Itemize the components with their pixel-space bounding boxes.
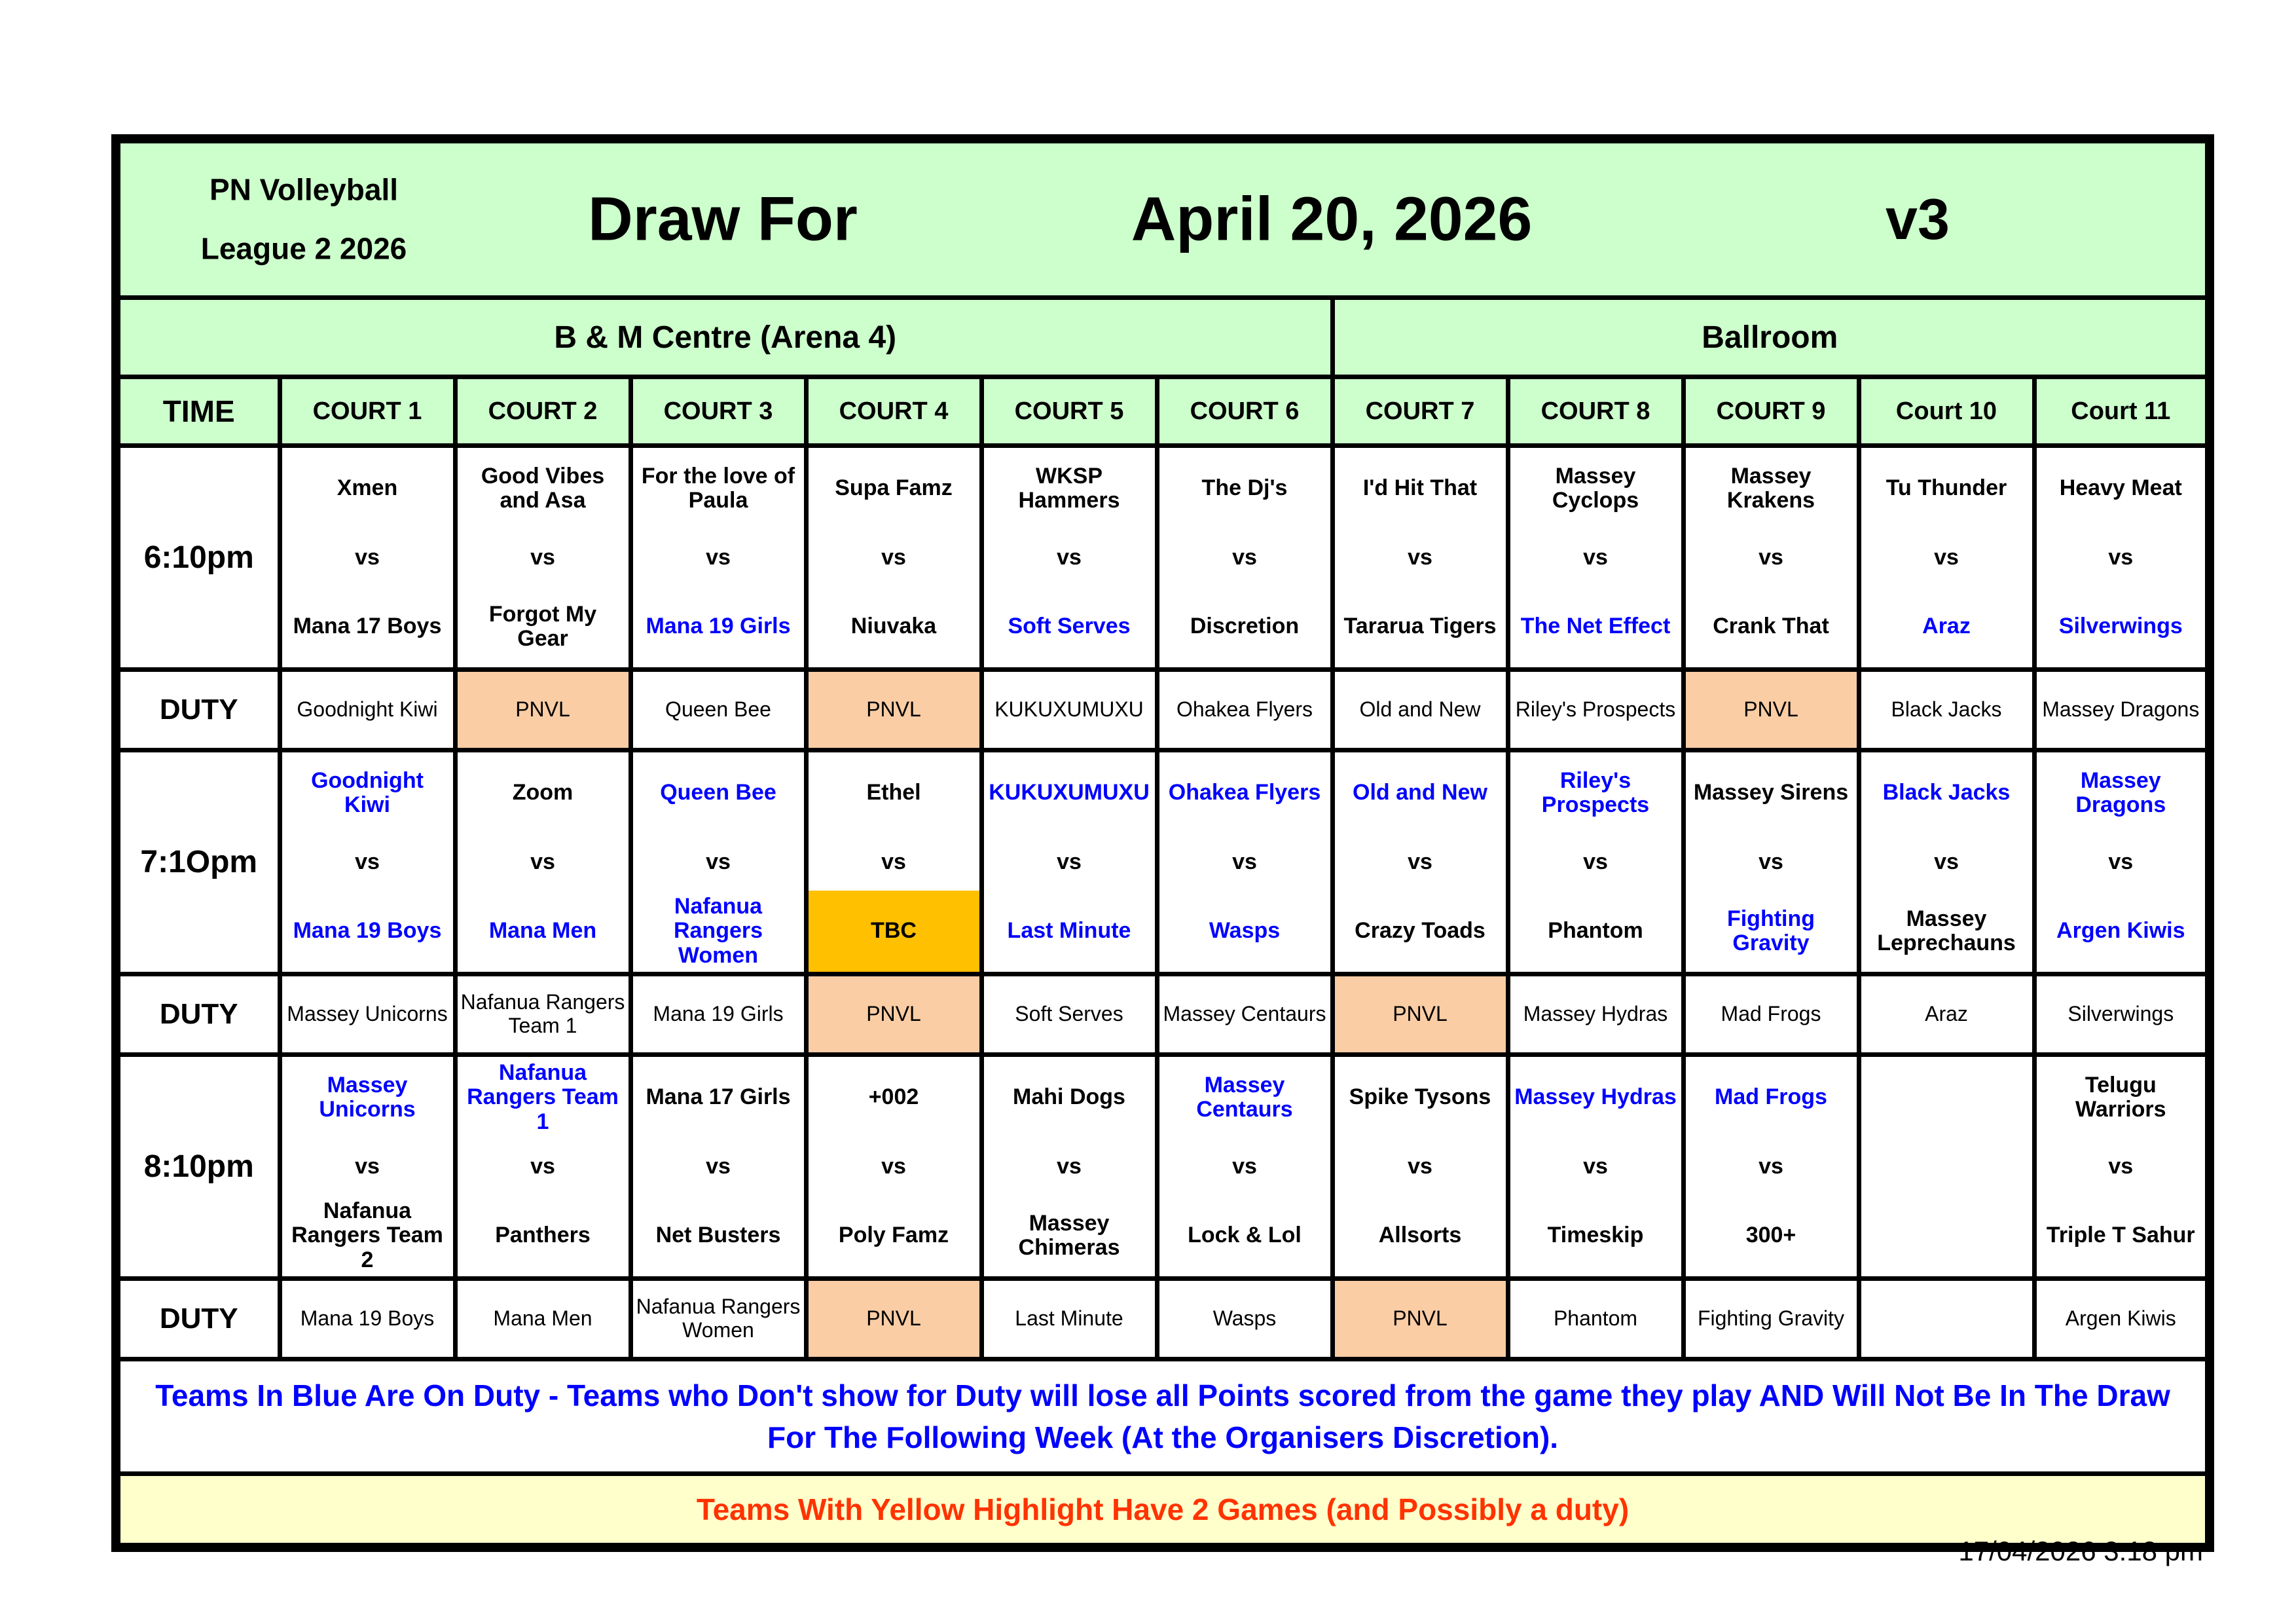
duty-cell-court-6	[1157, 670, 1332, 750]
league-line1: PN Volleyball	[209, 172, 399, 207]
game-cell-court-9	[1683, 446, 1859, 670]
draw-table	[111, 134, 2214, 1552]
duty-rules-note: Teams In Blue Are On Duty - Teams who Don't show for Duty will lose all Points scored from the game they play AND Will Not Be In The Draw For The Following Week (At the Organisers Discretion).	[116, 1359, 2210, 1474]
game-cell-court-11	[2034, 750, 2210, 974]
duty-cell-court-3	[630, 1279, 806, 1359]
team-name-bottom: Niuvaka	[850, 614, 937, 639]
vs-label: vs	[881, 1154, 906, 1179]
team-name-top: Xmen	[337, 475, 398, 501]
team-name-top: Good Vibes and Asa	[481, 463, 605, 513]
team-name-bottom: Net Busters	[655, 1223, 781, 1248]
game-cell-court-5	[981, 750, 1157, 974]
duty-cell-court-4	[806, 670, 981, 750]
team-name-bottom: Wasps	[1209, 918, 1281, 944]
duty-cell-court-5	[981, 1279, 1157, 1359]
col-header-time: TIME	[116, 377, 280, 446]
yellow-highlight-note: Teams With Yellow Highlight Have 2 Games (and Possibly a duty)	[116, 1474, 2210, 1548]
team-name-top: Mana 17 Girls	[646, 1084, 791, 1110]
vs-label: vs	[1232, 849, 1257, 874]
duty-row-610pm	[116, 670, 2210, 750]
game-cell-court-10	[1859, 446, 2034, 670]
team-name-bottom: Allsorts	[1378, 1223, 1462, 1248]
league-line2: League 2 2026	[200, 231, 407, 265]
duty-team: Mana Men	[493, 1306, 592, 1331]
team-name-top: Queen Bee	[660, 780, 776, 805]
team-name-bottom: Mana 19 Girls	[646, 614, 791, 639]
vs-label: vs	[1232, 545, 1257, 570]
game-cell-court-7	[1332, 750, 1508, 974]
team-name-bottom: Poly Famz	[838, 1223, 949, 1248]
team-name-top: Massey Hydras	[1514, 1084, 1677, 1110]
vs-label: vs	[2108, 849, 2134, 874]
team-name-top: Massey Dragons	[2075, 767, 2166, 817]
vs-label: vs	[1583, 849, 1608, 874]
team-name-top: Spike Tysons	[1349, 1084, 1491, 1110]
col-header-court-6: COURT 6	[1157, 377, 1332, 446]
game-cell-court-11	[2034, 446, 2210, 670]
team-name-top: I'd Hit That	[1362, 475, 1478, 501]
duty-team: Queen Bee	[665, 697, 771, 722]
vs-label: vs	[706, 849, 731, 874]
team-name-top: Massey Krakens	[1726, 463, 1815, 513]
duty-cell-court-7	[1332, 670, 1508, 750]
duty-team: Nafanua Rangers Women	[636, 1295, 801, 1342]
game-cell-court-2	[455, 446, 630, 670]
duty-cell-court-1	[280, 670, 455, 750]
duty-cell-court-10	[1859, 1279, 2034, 1359]
time-cell-710pm: 7:1Opm	[116, 750, 280, 974]
duty-team: PNVL	[1743, 697, 1798, 722]
vs-label: vs	[355, 1154, 380, 1179]
team-name-bottom: Discretion	[1190, 614, 1300, 639]
game-cell-court-10	[1859, 1055, 2034, 1279]
game-cell-court-5	[981, 1055, 1157, 1279]
game-cell-court-7	[1332, 446, 1508, 670]
vs-label: vs	[1583, 545, 1608, 570]
time-cell-610pm: 6:10pm	[116, 446, 280, 670]
duty-team: Mad Frogs	[1721, 1002, 1821, 1026]
team-name-top: Goodnight Kiwi	[311, 767, 424, 817]
duty-cell-court-8	[1508, 1279, 1683, 1359]
team-name-top: Mad Frogs	[1715, 1084, 1827, 1110]
team-name-top: Nafanua Rangers Team 1	[467, 1060, 619, 1134]
duty-cell-court-2	[455, 670, 630, 750]
vs-label: vs	[530, 1154, 555, 1179]
game-cell-court-2	[455, 1055, 630, 1279]
col-header-court-2: COURT 2	[455, 377, 630, 446]
team-name-top: Massey Centaurs	[1196, 1072, 1293, 1122]
team-name-top: Ohakea Flyers	[1168, 780, 1321, 805]
vs-label: vs	[1934, 849, 1959, 874]
team-name-top: Massey Sirens	[1693, 780, 1849, 805]
team-name-bottom: Nafanua Rangers Team 2	[291, 1198, 443, 1272]
duty-team: Mana 19 Boys	[300, 1306, 435, 1331]
game-cell-court-4	[806, 1055, 981, 1279]
col-header-court-3: COURT 3	[630, 377, 806, 446]
team-name-bottom: Panthers	[495, 1223, 591, 1248]
duty-team: Fighting Gravity	[1697, 1306, 1845, 1331]
team-name-top: For the love of Paula	[641, 463, 795, 513]
duty-team: Ohakea Flyers	[1176, 697, 1313, 722]
team-name-top: Riley's Prospects	[1541, 767, 1650, 817]
team-name-bottom: Silverwings	[2058, 614, 2183, 639]
duty-team: PNVL	[866, 1306, 921, 1331]
game-cell-court-1	[280, 750, 455, 974]
game-cell-court-8	[1508, 750, 1683, 974]
team-name-top: Black Jacks	[1882, 780, 2011, 805]
col-header-court-1: COURT 1	[280, 377, 455, 446]
game-cell-court-1	[280, 1055, 455, 1279]
team-name-top: Massey Unicorns	[319, 1072, 416, 1122]
game-cell-court-3	[630, 1055, 806, 1279]
game-row-810pm	[116, 1055, 2210, 1279]
vs-label: vs	[881, 849, 906, 874]
vs-label: vs	[1408, 849, 1432, 874]
duty-team: Goodnight Kiwi	[297, 697, 438, 722]
team-name-top: Tu Thunder	[1886, 475, 2007, 501]
team-name-bottom: Crazy Toads	[1355, 918, 1485, 944]
vs-label: vs	[1057, 849, 1082, 874]
team-name-bottom: Massey Leprechauns	[1877, 906, 2016, 956]
game-cell-court-2	[455, 750, 630, 974]
team-name-bottom: TBC	[809, 891, 979, 972]
duty-cell-court-1	[280, 974, 455, 1055]
vs-label: vs	[1408, 1154, 1432, 1179]
game-cell-court-10	[1859, 750, 2034, 974]
duty-cell-court-10	[1859, 670, 2034, 750]
team-name-top: Heavy Meat	[2059, 475, 2182, 501]
vs-label: vs	[1758, 849, 1783, 874]
game-cell-court-8	[1508, 1055, 1683, 1279]
duty-cell-court-11	[2034, 670, 2210, 750]
team-name-bottom: Timeskip	[1547, 1223, 1644, 1248]
duty-cell-court-5	[981, 670, 1157, 750]
team-name-bottom: Araz	[1922, 614, 1971, 639]
col-header-court-9: COURT 9	[1683, 377, 1859, 446]
duty-team: Mana 19 Girls	[653, 1002, 784, 1026]
duty-team: Black Jacks	[1891, 697, 2002, 722]
draw-date: April 20, 2026	[1131, 184, 1533, 254]
print-timestamp: 17/04/2026 3:18 pm	[1958, 1536, 2203, 1566]
duty-cell-court-3	[630, 670, 806, 750]
duty-cell-court-9	[1683, 974, 1859, 1055]
vs-label: vs	[355, 849, 380, 874]
duty-team: Old and New	[1359, 697, 1481, 722]
column-header-row	[116, 377, 2210, 446]
game-cell-court-6	[1157, 750, 1332, 974]
duty-cell-court-4	[806, 974, 981, 1055]
game-cell-court-5	[981, 446, 1157, 670]
game-cell-court-11	[2034, 1055, 2210, 1279]
team-name-bottom: The Net Effect	[1520, 614, 1671, 639]
duty-team: PNVL	[1393, 1002, 1448, 1026]
duty-team: PNVL	[866, 697, 921, 722]
time-cell-810pm: 8:10pm	[116, 1055, 280, 1279]
duty-team: Phantom	[1553, 1306, 1638, 1331]
title-cell	[116, 139, 2210, 298]
game-cell-court-9	[1683, 750, 1859, 974]
vs-label: vs	[2108, 545, 2134, 570]
team-name-top: Ethel	[866, 780, 921, 805]
duty-cell-court-2	[455, 1279, 630, 1359]
duty-cell-court-7	[1332, 1279, 1508, 1359]
vs-label: vs	[1057, 1154, 1082, 1179]
col-header-court-5: COURT 5	[981, 377, 1157, 446]
team-name-top: Telugu Warriors	[2075, 1072, 2166, 1122]
duty-cell-court-10	[1859, 974, 2034, 1055]
team-name-bottom: Triple T Sahur	[2046, 1223, 2195, 1248]
col-header-court-4: COURT 4	[806, 377, 981, 446]
duty-team: Massey Hydras	[1523, 1002, 1668, 1026]
duty-cell-court-9	[1683, 670, 1859, 750]
team-name-bottom: Mana Men	[488, 918, 597, 944]
duty-team: Nafanua Rangers Team 1	[460, 990, 625, 1037]
game-cell-court-3	[630, 750, 806, 974]
duty-cell-court-9	[1683, 1279, 1859, 1359]
game-row-610pm	[116, 446, 2210, 670]
team-name-top: KUKUXUMUXU	[989, 780, 1150, 805]
game-cell-court-4	[806, 750, 981, 974]
game-row-710pm	[116, 750, 2210, 974]
duty-team: Wasps	[1212, 1306, 1277, 1331]
team-name-bottom: Mana 19 Boys	[293, 918, 442, 944]
team-name-top: WKSP Hammers	[1018, 463, 1120, 513]
team-name-bottom: Forgot My Gear	[488, 601, 597, 652]
duty-cell-court-8	[1508, 670, 1683, 750]
duty-row-810pm	[116, 1279, 2210, 1359]
team-name-top: Zoom	[512, 780, 574, 805]
team-name-bottom: Nafanua Rangers Women	[673, 893, 763, 968]
duty-cell-court-11	[2034, 974, 2210, 1055]
vs-label: vs	[1934, 545, 1959, 570]
duty-team: Soft Serves	[1015, 1002, 1123, 1026]
team-name-bottom: Fighting Gravity	[1726, 906, 1815, 956]
game-cell-court-9	[1683, 1055, 1859, 1279]
duty-team: PNVL	[866, 1002, 921, 1026]
duty-team	[1861, 1284, 2032, 1354]
title-row	[116, 139, 2210, 298]
game-cell-court-7	[1332, 1055, 1508, 1279]
vs-label: vs	[530, 545, 555, 570]
duty-team: Massey Centaurs	[1163, 1002, 1326, 1026]
duty-team: Argen Kiwis	[2065, 1306, 2176, 1331]
team-name-bottom: Massey Chimeras	[1018, 1210, 1120, 1261]
vs-label: vs	[1408, 545, 1432, 570]
duty-cell-court-11	[2034, 1279, 2210, 1359]
duty-team: Massey Unicorns	[287, 1002, 448, 1026]
duty-label: DUTY	[116, 670, 280, 750]
game-cell-court-1	[280, 446, 455, 670]
blue-note-row	[116, 1359, 2210, 1474]
vs-label: vs	[1232, 1154, 1257, 1179]
duty-cell-court-4	[806, 1279, 981, 1359]
game-cell-court-3	[630, 446, 806, 670]
duty-cell-court-6	[1157, 1279, 1332, 1359]
team-name-bottom: Tararua Tigers	[1343, 614, 1497, 639]
duty-row-710pm	[116, 974, 2210, 1055]
duty-team: PNVL	[515, 697, 570, 722]
game-cell-court-6	[1157, 446, 1332, 670]
game-cell-court-4	[806, 446, 981, 670]
duty-team: KUKUXUMUXU	[994, 697, 1144, 722]
team-name-bottom: Argen Kiwis	[2056, 918, 2185, 944]
col-header-court-8: COURT 8	[1508, 377, 1683, 446]
team-name-top: +002	[868, 1084, 919, 1110]
vs-label: vs	[1758, 1154, 1783, 1179]
team-name-bottom: Last Minute	[1007, 918, 1131, 944]
game-cell-court-8	[1508, 446, 1683, 670]
vs-label: vs	[1758, 545, 1783, 570]
col-header-court-11: Court 11	[2034, 377, 2210, 446]
duty-team: PNVL	[1393, 1306, 1448, 1331]
vs-label: vs	[355, 545, 380, 570]
col-header-court-10: Court 10	[1859, 377, 2034, 446]
duty-cell-court-3	[630, 974, 806, 1055]
duty-cell-court-1	[280, 1279, 455, 1359]
team-name-top: Mahi Dogs	[1013, 1084, 1125, 1110]
team-name-bottom: Crank That	[1713, 614, 1829, 639]
col-header-court-7: COURT 7	[1332, 377, 1508, 446]
team-name-bottom: Soft Serves	[1008, 614, 1131, 639]
duty-team: Silverwings	[2068, 1002, 2174, 1026]
vs-label: vs	[530, 849, 555, 874]
team-name-bottom: Lock & Lol	[1188, 1223, 1302, 1248]
duty-team: Massey Dragons	[2042, 697, 2200, 722]
team-name-top: Massey Cyclops	[1552, 463, 1639, 513]
team-name-bottom: 300+	[1745, 1223, 1796, 1248]
team-name-top: Supa Famz	[835, 475, 953, 501]
game-cell-court-6	[1157, 1055, 1332, 1279]
team-name-top: Old and New	[1353, 780, 1487, 805]
duty-cell-court-2	[455, 974, 630, 1055]
vs-label: vs	[2108, 1154, 2134, 1179]
team-name-bottom: Phantom	[1548, 918, 1643, 944]
venue-bm-centre: B & M Centre (Arena 4)	[116, 298, 1332, 377]
duty-label: DUTY	[116, 1279, 280, 1359]
draw-for-label: Draw For	[588, 184, 858, 254]
team-name-top: The Dj's	[1201, 475, 1288, 501]
duty-cell-court-6	[1157, 974, 1332, 1055]
duty-label: DUTY	[116, 974, 280, 1055]
duty-cell-court-5	[981, 974, 1157, 1055]
vs-label: vs	[881, 545, 906, 570]
duty-team: Araz	[1925, 1002, 1968, 1026]
league-name	[166, 160, 441, 278]
duty-cell-court-8	[1508, 974, 1683, 1055]
vs-label: vs	[1583, 1154, 1608, 1179]
duty-team: Last Minute	[1015, 1306, 1123, 1331]
vs-label: vs	[706, 545, 731, 570]
duty-cell-court-7	[1332, 974, 1508, 1055]
vs-label: vs	[1057, 545, 1082, 570]
venue-row	[116, 298, 2210, 377]
vs-label: vs	[706, 1154, 731, 1179]
venue-ballroom: Ballroom	[1332, 298, 2210, 377]
version-label: v3	[1886, 187, 1950, 251]
duty-team: Riley's Prospects	[1515, 697, 1676, 722]
team-name-bottom: Mana 17 Boys	[293, 614, 442, 639]
